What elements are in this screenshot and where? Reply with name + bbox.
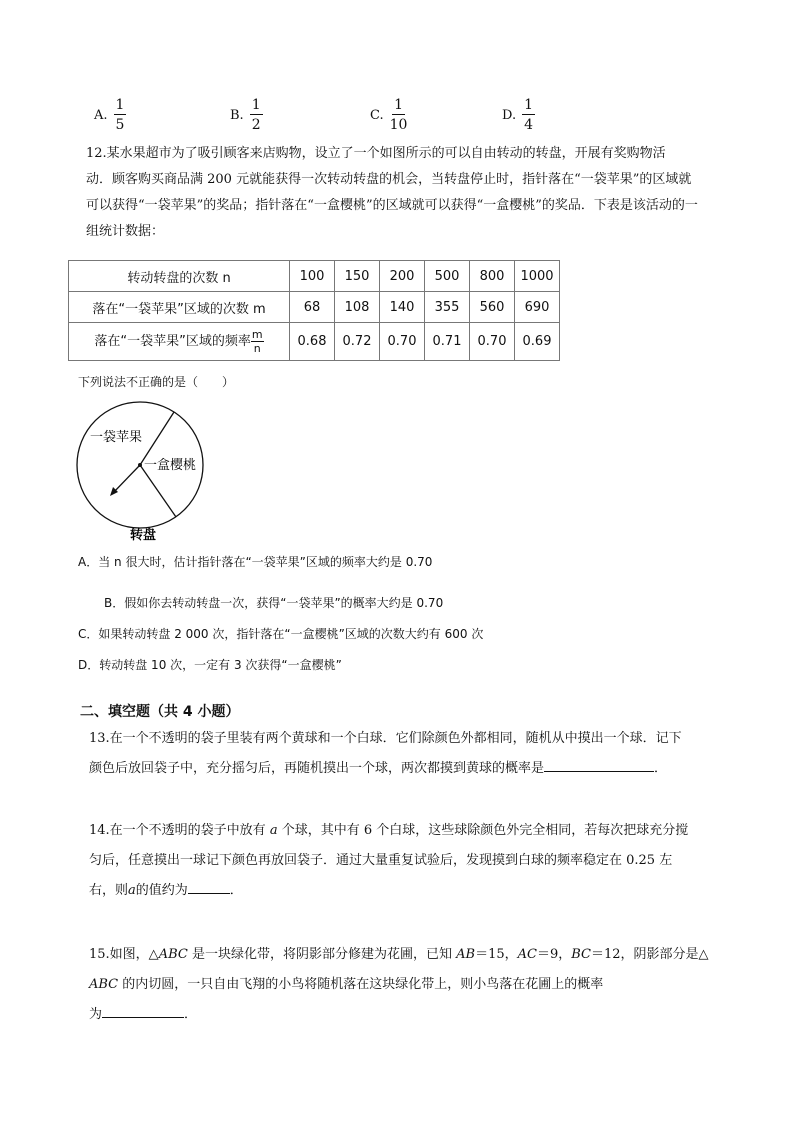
q12-line: 组统计数据：	[86, 224, 165, 239]
row-header-label: 落在“一袋苹果”区域的频率	[94, 334, 251, 349]
q12-text	[86, 141, 726, 245]
table-cell: 560	[470, 292, 515, 323]
choice-letter: C.	[370, 107, 384, 123]
q12-question: 下列说法不正确的是（ ）	[78, 375, 235, 389]
answer-blank	[544, 757, 654, 772]
choice-fraction	[522, 98, 535, 132]
m-over-n-fraction	[251, 329, 264, 354]
choice-letter: D.	[502, 107, 517, 123]
fraction-denominator: 5	[115, 117, 125, 133]
label-apple: 一袋苹果	[90, 430, 143, 445]
q15-line	[89, 970, 721, 1000]
table-cell: 108	[335, 292, 380, 323]
q13-line-text: 颜色后放回袋子中，充分摇匀后，再随机摸出一个球，两次都摸到黄球的概率是	[89, 761, 545, 776]
choice-b	[230, 98, 263, 132]
stats-table	[68, 260, 560, 361]
q13-line: 13.在一个不透明的袋子里装有两个黄球和一个白球．它们除颜色外都相同，随机从中摸出一个球．记下	[89, 731, 682, 746]
triangle-abc: ABC	[89, 977, 119, 992]
answer-blank	[188, 879, 230, 894]
table-cell: 200	[380, 261, 425, 292]
row-header	[69, 323, 290, 361]
table-cell: 500	[425, 261, 470, 292]
table-cell: 150	[335, 261, 380, 292]
q15-text-part: 为	[89, 1007, 103, 1022]
q13-line	[89, 754, 721, 784]
q13-text	[89, 724, 721, 784]
table-cell: 355	[425, 292, 470, 323]
table-cell: 800	[470, 261, 515, 292]
fraction-denominator: n	[253, 342, 261, 355]
option-d: D．转动转盘 10 次，一定有 3 次获得“一盒樱桃”	[78, 658, 342, 672]
spinner-center	[138, 463, 142, 467]
spinner-caption: 转盘	[130, 528, 157, 543]
fraction-denominator: 2	[251, 117, 261, 133]
q15-text-part: ＝9，	[536, 947, 572, 962]
choice-fraction	[114, 98, 127, 132]
table-row	[69, 323, 560, 361]
segment-bc: BC	[571, 947, 591, 962]
q15-line	[89, 1000, 721, 1030]
q15-text-part: ＝15，	[475, 947, 518, 962]
answer-blank	[102, 1003, 184, 1018]
q14-line: 匀后，任意摸出一球记下颜色再放回袋子．通过大量重复试验后，发现摸到白球的频率稳定在 0.25 左	[89, 853, 673, 868]
table-cell: 68	[290, 292, 335, 323]
spinner-pointer	[113, 465, 140, 493]
q14-text-part: 个球，其中有 6 个白球，这些球除颜色外完全相同，若每次把球充分搅	[281, 823, 689, 838]
row-header: 转动转盘的次数 n	[69, 261, 290, 292]
table-cell: 140	[380, 292, 425, 323]
table-cell: 0.69	[515, 323, 560, 361]
fraction-numerator: 1	[524, 97, 534, 113]
table-cell: 1000	[515, 261, 560, 292]
choice-a	[94, 98, 126, 132]
choice-letter: B.	[230, 107, 244, 123]
table-cell: 690	[515, 292, 560, 323]
segment-ab: AB	[456, 947, 476, 962]
label-cherry: 一盒樱桃	[144, 458, 197, 473]
option-a: A．当 n 很大时，估计指针落在“一袋苹果”区域的频率大约是 0.70	[78, 555, 433, 569]
q15-text-part: 15.如图，△	[89, 947, 159, 962]
table-cell: 0.72	[335, 323, 380, 361]
choice-letter: A.	[94, 107, 108, 123]
q15-line	[89, 940, 721, 970]
table-cell: 0.68	[290, 323, 335, 361]
fraction-denominator: 4	[524, 117, 534, 133]
q14-text	[89, 816, 721, 906]
q14-line	[89, 816, 721, 846]
q15-text-part: 的内切圆，一只自由飞翔的小鸟将随机落在这块绿化带上，则小鸟落在花圃上的概率	[122, 977, 604, 992]
q14-text-part: 的值约为	[135, 883, 188, 898]
fraction-numerator: 1	[115, 97, 125, 113]
fraction-denominator: 10	[389, 117, 408, 133]
q15-text	[89, 940, 721, 1030]
q15-end: ．	[184, 1007, 198, 1022]
row-header: 落在“一袋苹果”区域的次数 m	[69, 292, 290, 323]
option-b: B．假如你去转动转盘一次，获得“一袋苹果”的概率大约是 0.70	[104, 596, 444, 610]
table-cell: 0.71	[425, 323, 470, 361]
variable-a: a	[128, 883, 136, 898]
section-title: 二、填空题（共 4 小题）	[80, 704, 240, 720]
q13-end: ．	[654, 761, 668, 776]
variable-a: a	[269, 823, 278, 838]
choice-fraction	[390, 98, 408, 132]
option-c: C．如果转动转盘 2 000 次，指针落在“一盒樱桃”区域的次数大约有 600 次	[78, 627, 484, 641]
q15-text-part: 是一块绿化带，将阴影部分修建为花圃，已知	[191, 947, 452, 962]
table-row	[69, 292, 560, 323]
table-row	[69, 261, 560, 292]
q15-text-part: ＝12，阴影部分是△	[591, 947, 709, 962]
q12-line: 动．顾客购买商品满 200 元就能获得一次转动转盘的机会，当转盘停止时，指针落在“一袋苹果”的区域就	[86, 172, 692, 187]
fraction-numerator: m	[251, 328, 263, 341]
table-cell: 0.70	[380, 323, 425, 361]
choice-c	[370, 98, 407, 132]
table-cell: 0.70	[470, 323, 515, 361]
q12-line: 12.某水果超市为了吸引顾客来店购物，设立了一个如图所示的可以自由转动的转盘，开展有奖购物活	[86, 146, 666, 161]
triangle-abc: ABC	[158, 947, 188, 962]
spinner-figure	[70, 395, 220, 545]
q14-line	[89, 876, 721, 906]
q12-line: 可以获得“一袋苹果”的奖品；指针落在“一盒樱桃”的区域就可以获得“一盒樱桃”的奖品．下表是该活动的一	[86, 198, 698, 213]
fraction-numerator: 1	[251, 97, 261, 113]
q14-text-part: 右，则	[89, 883, 129, 898]
segment-ac: AC	[517, 947, 537, 962]
table-cell: 100	[290, 261, 335, 292]
q14-text-part: 14.在一个不透明的袋子中放有	[89, 823, 266, 838]
fraction-numerator: 1	[394, 97, 403, 113]
choice-d	[502, 98, 535, 132]
q14-end: ．	[229, 883, 243, 898]
choice-fraction	[250, 98, 263, 132]
